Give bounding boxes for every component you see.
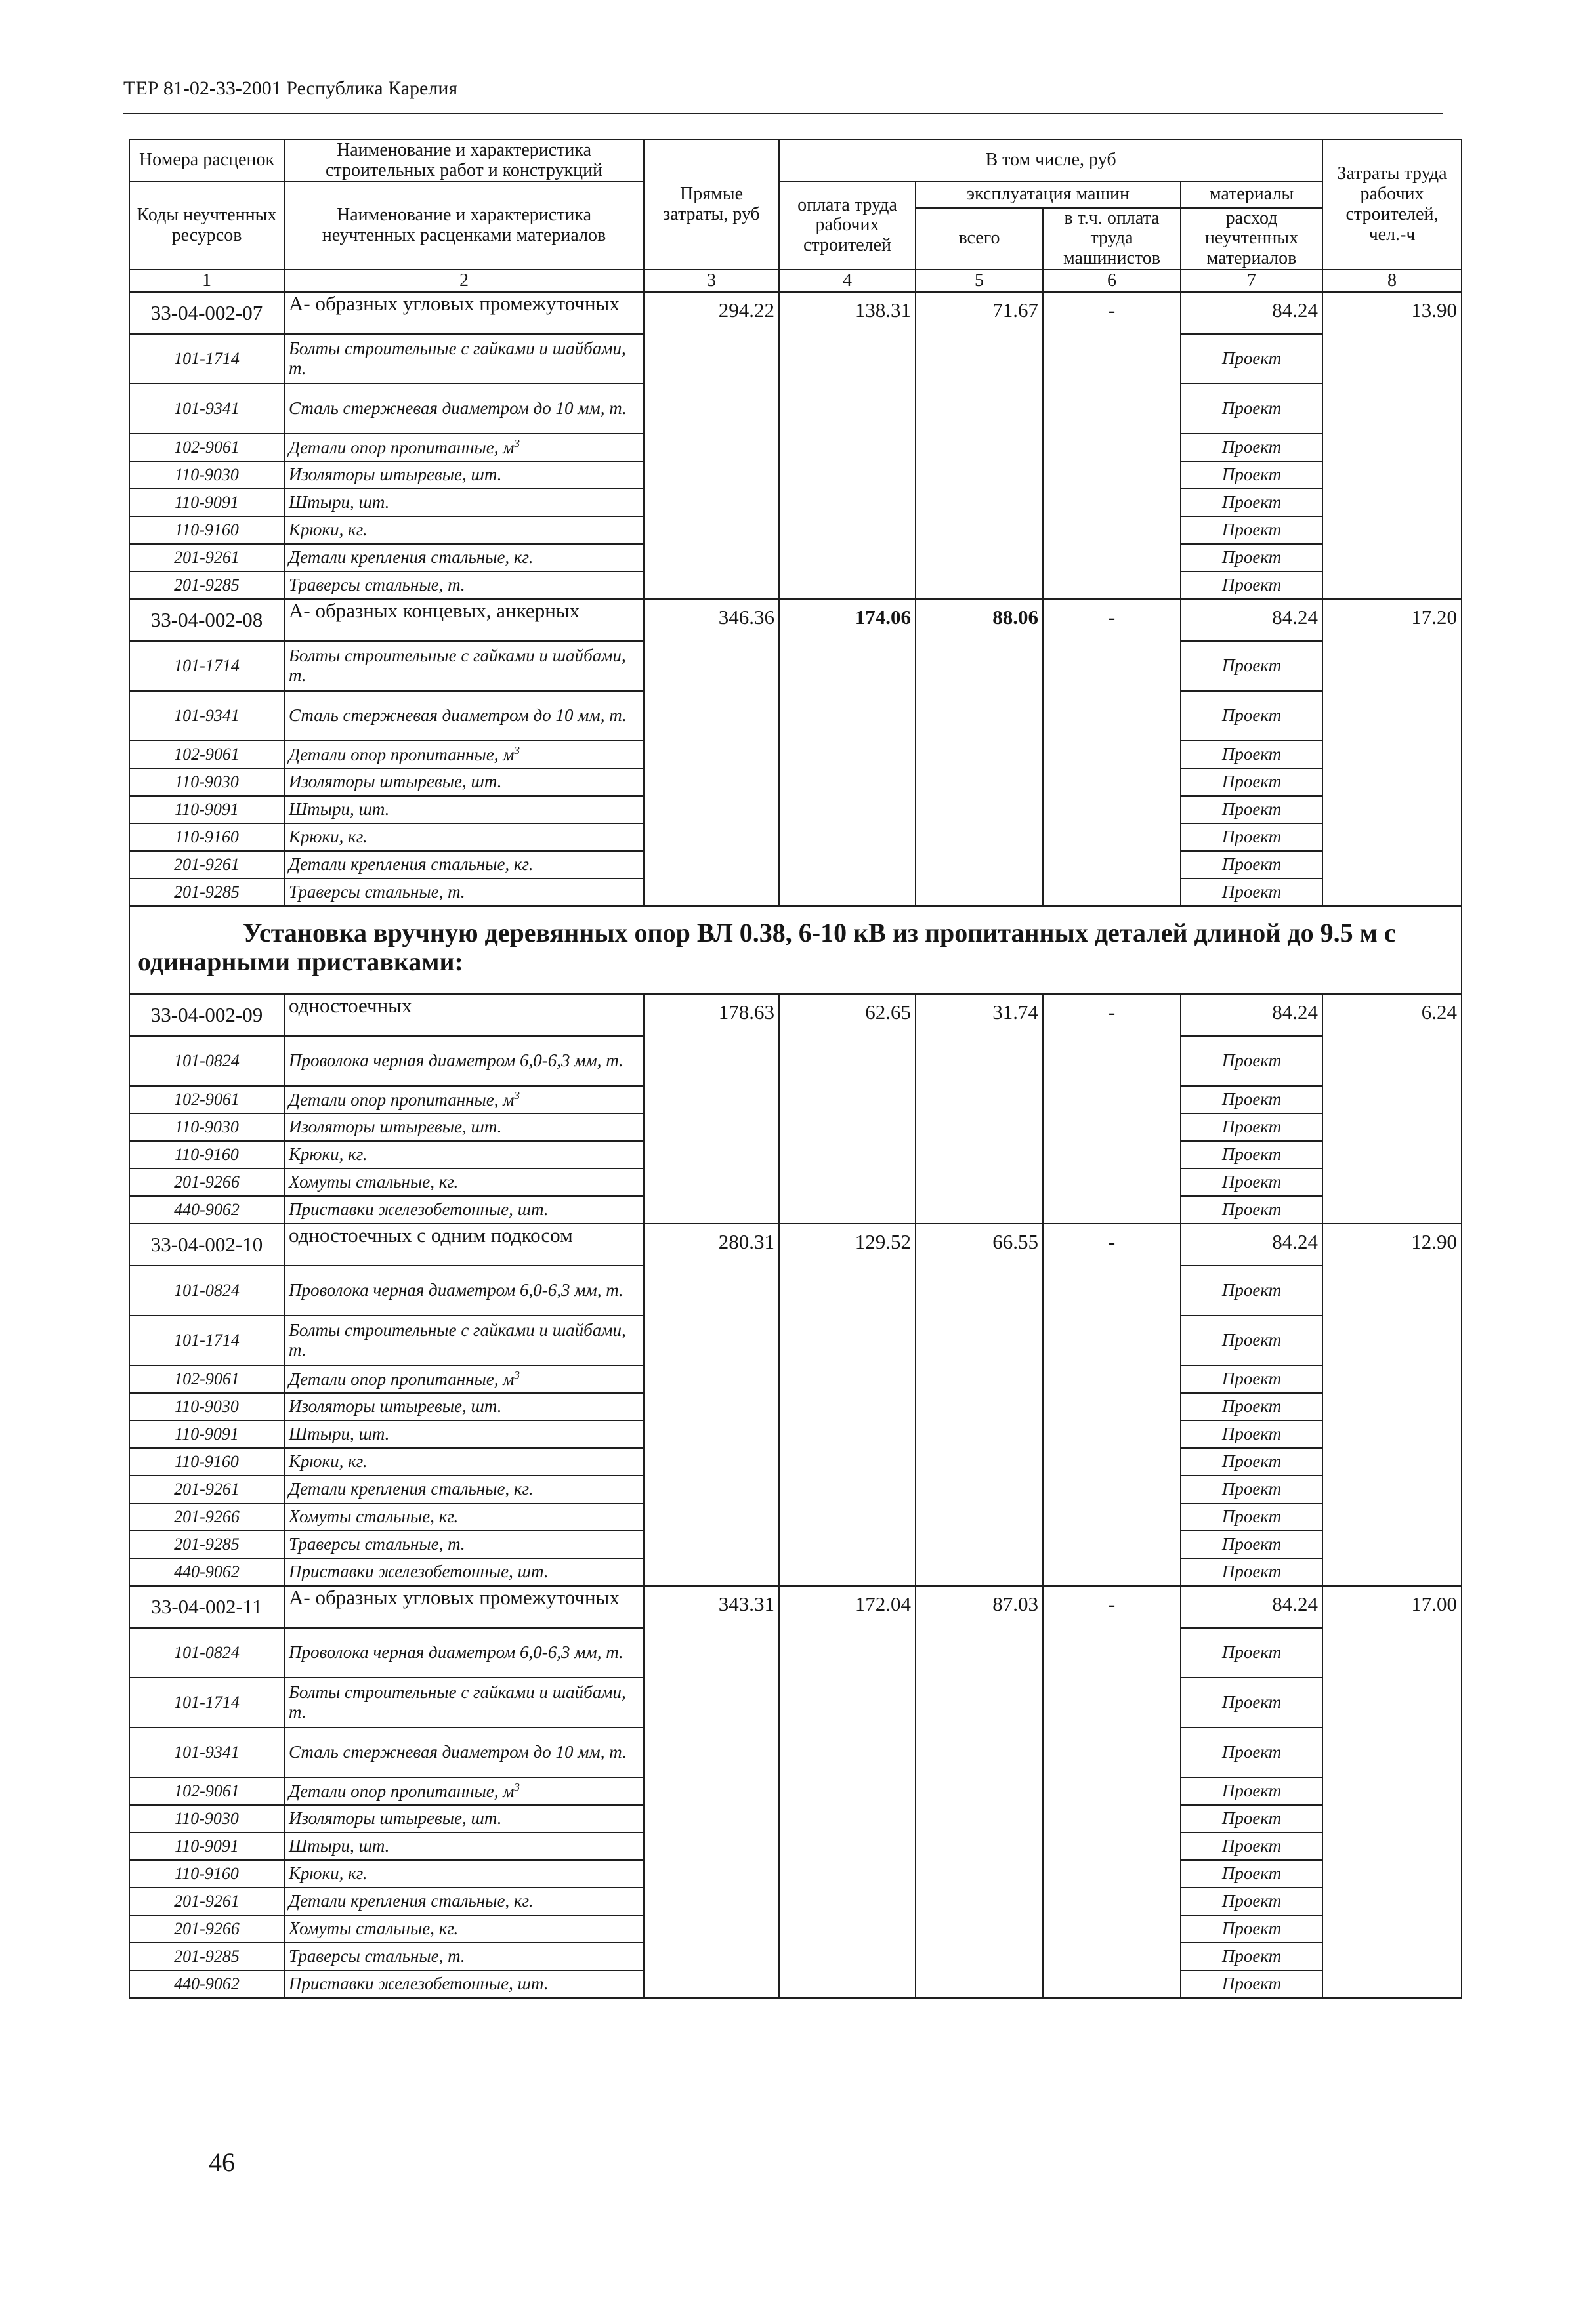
machines-total: 31.74 bbox=[916, 994, 1043, 1224]
material-expense: Проект bbox=[1181, 823, 1322, 851]
material-name-text: Крюки, кг. bbox=[289, 1144, 368, 1165]
material-expense: Проект bbox=[1181, 1421, 1322, 1448]
col-num-4: 4 bbox=[779, 270, 916, 292]
resource-code: 201-9285 bbox=[129, 1943, 284, 1970]
material-name bbox=[284, 1036, 644, 1086]
material-name bbox=[284, 1628, 644, 1678]
material-name-text: Приставки железобетонные, шт. bbox=[289, 1562, 549, 1582]
unit-superscript: 3 bbox=[514, 1368, 520, 1381]
resource-code: 110-9030 bbox=[129, 768, 284, 796]
material-name bbox=[284, 1393, 644, 1421]
table-row bbox=[129, 292, 1462, 334]
labor-pay: 138.31 bbox=[779, 292, 916, 599]
material-name-text: Крюки, кг. bbox=[289, 1451, 368, 1472]
material-expense: Проект bbox=[1181, 1316, 1322, 1365]
col-num-2: 2 bbox=[284, 270, 644, 292]
material-name-text: Хомуты стальные, кг. bbox=[289, 1506, 459, 1527]
material-name-text: Траверсы стальные, т. bbox=[289, 1946, 465, 1966]
table-body bbox=[129, 292, 1462, 1998]
material-name-text: Детали крепления стальные, кг. bbox=[289, 547, 534, 568]
resource-code: 101-9341 bbox=[129, 691, 284, 741]
material-name bbox=[284, 1141, 644, 1169]
resource-code: 110-9030 bbox=[129, 461, 284, 489]
material-name-text: Детали крепления стальные, кг. bbox=[289, 1891, 534, 1911]
price-table bbox=[129, 139, 1462, 1999]
section-title-text: Установка вручную деревянных опор ВЛ 0.38, 6-10 кВ из пропитанных деталей длиной до 9.5 м с одинарными приставками: bbox=[138, 917, 1396, 976]
table-row bbox=[129, 1224, 1462, 1266]
material-name bbox=[284, 1915, 644, 1943]
material-name bbox=[284, 1805, 644, 1833]
resource-code: 201-9285 bbox=[129, 879, 284, 906]
direct-cost: 343.31 bbox=[644, 1586, 779, 1998]
rate-name: А- образных угловых промежуточных bbox=[284, 1586, 644, 1628]
resource-code: 102-9061 bbox=[129, 1777, 284, 1805]
labor-cost: 17.20 bbox=[1322, 599, 1462, 906]
material-name bbox=[284, 1888, 644, 1915]
material-name-text: Сталь стержневая диаметром до 10 мм, т. bbox=[289, 705, 627, 726]
material-name bbox=[284, 1266, 644, 1316]
material-name-text: Болты строительные с гайками и шайбами, т. bbox=[289, 646, 626, 685]
resource-code: 440-9062 bbox=[129, 1970, 284, 1998]
col-num-6: 6 bbox=[1043, 270, 1181, 292]
material-name-text: Хомуты стальные, кг. bbox=[289, 1919, 459, 1939]
material-expense: Проект bbox=[1181, 1860, 1322, 1888]
rate-name: одностоечных с одним подкосом bbox=[284, 1224, 644, 1266]
material-name-text: Болты строительные с гайками и шайбами, т. bbox=[289, 1320, 626, 1359]
material-name bbox=[284, 489, 644, 516]
resource-code: 102-9061 bbox=[129, 434, 284, 461]
resource-code: 101-0824 bbox=[129, 1266, 284, 1316]
material-expense: Проект bbox=[1181, 1888, 1322, 1915]
material-name bbox=[284, 1970, 644, 1998]
labor-pay: 174.06 bbox=[779, 599, 916, 906]
material-name-text: Штыри, шт. bbox=[289, 1836, 390, 1856]
material-expense: Проект bbox=[1181, 796, 1322, 823]
labor-cost: 12.90 bbox=[1322, 1224, 1462, 1586]
rate-code: 33-04-002-08 bbox=[129, 599, 284, 641]
material-name-text: Болты строительные с гайками и шайбами, т. bbox=[289, 339, 626, 378]
resource-code: 110-9160 bbox=[129, 823, 284, 851]
section-title bbox=[129, 906, 1462, 994]
material-name-text: Детали опор пропитанные, м bbox=[289, 1781, 515, 1801]
material-name-text: Траверсы стальные, т. bbox=[289, 1534, 465, 1554]
col-machines: эксплуатация машин bbox=[916, 182, 1181, 208]
material-expense: Проект bbox=[1181, 434, 1322, 461]
machines-total: 88.06 bbox=[916, 599, 1043, 906]
material-name bbox=[284, 741, 644, 768]
col-num-5: 5 bbox=[916, 270, 1043, 292]
page-number: 46 bbox=[209, 2148, 235, 2177]
material-name bbox=[284, 1316, 644, 1365]
material-name-text: Изоляторы штыревые, шт. bbox=[289, 1808, 502, 1829]
material-expense: Проект bbox=[1181, 1141, 1322, 1169]
materials-cost: 84.24 bbox=[1181, 1586, 1322, 1628]
rate-code: 33-04-002-11 bbox=[129, 1586, 284, 1628]
material-name-text: Траверсы стальные, т. bbox=[289, 575, 465, 595]
resource-code: 102-9061 bbox=[129, 741, 284, 768]
resource-code: 101-1714 bbox=[129, 1316, 284, 1365]
material-name bbox=[284, 1678, 644, 1728]
table-row bbox=[129, 599, 1462, 641]
material-expense: Проект bbox=[1181, 1169, 1322, 1196]
material-expense: Проект bbox=[1181, 461, 1322, 489]
material-name bbox=[284, 384, 644, 434]
col-num-7: 7 bbox=[1181, 270, 1322, 292]
resource-code: 440-9062 bbox=[129, 1558, 284, 1586]
material-expense: Проект bbox=[1181, 1833, 1322, 1860]
material-name-text: Штыри, шт. bbox=[289, 1424, 390, 1444]
material-name-text: Изоляторы штыревые, шт. bbox=[289, 465, 502, 485]
col-labor-pay: оплата труда рабочих строителей bbox=[779, 182, 916, 270]
resource-code: 101-0824 bbox=[129, 1036, 284, 1086]
resource-code: 110-9160 bbox=[129, 516, 284, 544]
labor-cost: 6.24 bbox=[1322, 994, 1462, 1224]
col-incl: В том числе, руб bbox=[779, 140, 1322, 182]
material-expense: Проект bbox=[1181, 1943, 1322, 1970]
material-expense: Проект bbox=[1181, 1393, 1322, 1421]
resource-code: 110-9030 bbox=[129, 1805, 284, 1833]
col-mat-expense: расход неучтенных материалов bbox=[1181, 208, 1322, 270]
material-name bbox=[284, 1943, 644, 1970]
rate-code: 33-04-002-07 bbox=[129, 292, 284, 334]
material-expense: Проект bbox=[1181, 1196, 1322, 1224]
materials-cost: 84.24 bbox=[1181, 1224, 1322, 1266]
material-expense: Проект bbox=[1181, 384, 1322, 434]
material-name bbox=[284, 1558, 644, 1586]
section-row bbox=[129, 906, 1462, 994]
unit-superscript: 3 bbox=[514, 1089, 520, 1102]
machinist-pay: - bbox=[1043, 599, 1181, 906]
col-name-title: Наименование и характеристика строительных работ и конструкций bbox=[284, 140, 644, 182]
material-expense: Проект bbox=[1181, 544, 1322, 571]
rate-code: 33-04-002-09 bbox=[129, 994, 284, 1036]
unit-superscript: 3 bbox=[514, 436, 520, 449]
material-name-text: Штыри, шт. bbox=[289, 492, 390, 512]
materials-cost: 84.24 bbox=[1181, 994, 1322, 1036]
col-name-sub: Наименование и характеристика неучтенных расценками материалов bbox=[284, 182, 644, 270]
material-expense: Проект bbox=[1181, 1915, 1322, 1943]
col-mach-pay: в т.ч. оплата труда машинистов bbox=[1043, 208, 1181, 270]
material-name-text: Крюки, кг. bbox=[289, 520, 368, 540]
rate-name: одностоечных bbox=[284, 994, 644, 1036]
material-expense: Проект bbox=[1181, 879, 1322, 906]
material-name bbox=[284, 1531, 644, 1558]
resource-code: 101-1714 bbox=[129, 641, 284, 691]
col-mach-total: всего bbox=[916, 208, 1043, 270]
material-expense: Проект bbox=[1181, 1365, 1322, 1393]
material-expense: Проект bbox=[1181, 334, 1322, 384]
material-name-text: Изоляторы штыревые, шт. bbox=[289, 772, 502, 792]
material-expense: Проект bbox=[1181, 1503, 1322, 1531]
machinist-pay: - bbox=[1043, 1224, 1181, 1586]
material-name bbox=[284, 768, 644, 796]
material-name bbox=[284, 1421, 644, 1448]
material-expense: Проект bbox=[1181, 741, 1322, 768]
resource-code: 102-9061 bbox=[129, 1086, 284, 1113]
material-expense: Проект bbox=[1181, 571, 1322, 599]
material-name bbox=[284, 1777, 644, 1805]
resource-code: 110-9160 bbox=[129, 1448, 284, 1476]
material-expense: Проект bbox=[1181, 1970, 1322, 1998]
resource-code: 201-9261 bbox=[129, 1888, 284, 1915]
material-name-text: Штыри, шт. bbox=[289, 799, 390, 820]
material-name bbox=[284, 1169, 644, 1196]
labor-cost: 13.90 bbox=[1322, 292, 1462, 599]
material-name-text: Болты строительные с гайками и шайбами, т. bbox=[289, 1682, 626, 1722]
material-expense: Проект bbox=[1181, 1448, 1322, 1476]
material-name-text: Проволока черная диаметром 6,0-6,3 мм, т. bbox=[289, 1050, 623, 1071]
material-name-text: Крюки, кг. bbox=[289, 1863, 368, 1884]
labor-pay: 172.04 bbox=[779, 1586, 916, 1998]
material-name bbox=[284, 1476, 644, 1503]
resource-code: 201-9261 bbox=[129, 1476, 284, 1503]
col-codes-title: Коды неучтенных ресурсов bbox=[129, 182, 284, 270]
machines-total: 87.03 bbox=[916, 1586, 1043, 1998]
material-name bbox=[284, 334, 644, 384]
resource-code: 201-9266 bbox=[129, 1503, 284, 1531]
rate-name: А- образных угловых промежуточных bbox=[284, 292, 644, 334]
material-name-text: Детали опор пропитанные, м bbox=[289, 1089, 515, 1110]
material-name bbox=[284, 1365, 644, 1393]
resource-code: 201-9261 bbox=[129, 544, 284, 571]
unit-superscript: 3 bbox=[514, 1780, 520, 1793]
material-name-text: Проволока черная диаметром 6,0-6,3 мм, т. bbox=[289, 1642, 623, 1663]
resource-code: 101-9341 bbox=[129, 1728, 284, 1777]
material-name-text: Хомуты стальные, кг. bbox=[289, 1172, 459, 1192]
rate-code: 33-04-002-10 bbox=[129, 1224, 284, 1266]
materials-cost: 84.24 bbox=[1181, 292, 1322, 334]
material-name bbox=[284, 691, 644, 741]
material-name-text: Изоляторы штыревые, шт. bbox=[289, 1396, 502, 1417]
material-name bbox=[284, 851, 644, 879]
direct-cost: 346.36 bbox=[644, 599, 779, 906]
material-expense: Проект bbox=[1181, 1728, 1322, 1777]
material-expense: Проект bbox=[1181, 1558, 1322, 1586]
resource-code: 440-9062 bbox=[129, 1196, 284, 1224]
material-name bbox=[284, 1503, 644, 1531]
material-name bbox=[284, 823, 644, 851]
material-name-text: Изоляторы штыревые, шт. bbox=[289, 1117, 502, 1137]
labor-pay: 62.65 bbox=[779, 994, 916, 1224]
material-name-text: Детали крепления стальные, кг. bbox=[289, 854, 534, 875]
resource-code: 201-9266 bbox=[129, 1169, 284, 1196]
material-name-text: Приставки железобетонные, шт. bbox=[289, 1974, 549, 1994]
col-num-1: 1 bbox=[129, 270, 284, 292]
table-header bbox=[129, 140, 1462, 292]
material-name bbox=[284, 796, 644, 823]
resource-code: 102-9061 bbox=[129, 1365, 284, 1393]
material-expense: Проект bbox=[1181, 851, 1322, 879]
material-name bbox=[284, 1086, 644, 1113]
material-expense: Проект bbox=[1181, 1805, 1322, 1833]
material-name bbox=[284, 1728, 644, 1777]
resource-code: 101-1714 bbox=[129, 1678, 284, 1728]
material-name-text: Сталь стержневая диаметром до 10 мм, т. bbox=[289, 398, 627, 419]
material-name bbox=[284, 434, 644, 461]
material-expense: Проект bbox=[1181, 1086, 1322, 1113]
resource-code: 201-9285 bbox=[129, 571, 284, 599]
rate-name: А- образных концевых, анкерных bbox=[284, 599, 644, 641]
material-name-text: Детали крепления стальные, кг. bbox=[289, 1479, 534, 1499]
resource-code: 110-9091 bbox=[129, 489, 284, 516]
unit-superscript: 3 bbox=[514, 743, 520, 757]
direct-cost: 294.22 bbox=[644, 292, 779, 599]
material-name-text: Детали опор пропитанные, м bbox=[289, 1369, 515, 1389]
material-expense: Проект bbox=[1181, 1628, 1322, 1678]
resource-code: 110-9091 bbox=[129, 796, 284, 823]
material-name bbox=[284, 516, 644, 544]
material-expense: Проект bbox=[1181, 1531, 1322, 1558]
labor-cost: 17.00 bbox=[1322, 1586, 1462, 1998]
material-name bbox=[284, 1196, 644, 1224]
table-row bbox=[129, 994, 1462, 1036]
materials-cost: 84.24 bbox=[1181, 599, 1322, 641]
material-expense: Проект bbox=[1181, 489, 1322, 516]
material-name bbox=[284, 461, 644, 489]
col-direct: Прямые затраты, руб bbox=[644, 140, 779, 270]
material-name bbox=[284, 879, 644, 906]
resource-code: 201-9266 bbox=[129, 1915, 284, 1943]
resource-code: 110-9030 bbox=[129, 1113, 284, 1141]
resource-code: 101-9341 bbox=[129, 384, 284, 434]
material-expense: Проект bbox=[1181, 1036, 1322, 1086]
material-name-text: Детали опор пропитанные, м bbox=[289, 744, 515, 764]
material-expense: Проект bbox=[1181, 641, 1322, 691]
machines-total: 71.67 bbox=[916, 292, 1043, 599]
material-expense: Проект bbox=[1181, 1678, 1322, 1728]
material-name bbox=[284, 641, 644, 691]
machinist-pay: - bbox=[1043, 994, 1181, 1224]
machines-total: 66.55 bbox=[916, 1224, 1043, 1586]
material-expense: Проект bbox=[1181, 516, 1322, 544]
resource-code: 110-9160 bbox=[129, 1860, 284, 1888]
resource-code: 110-9030 bbox=[129, 1393, 284, 1421]
col-num-3: 3 bbox=[644, 270, 779, 292]
material-name bbox=[284, 1448, 644, 1476]
material-name-text: Приставки железобетонные, шт. bbox=[289, 1199, 549, 1220]
direct-cost: 178.63 bbox=[644, 994, 779, 1224]
col-labor-cost: Затраты труда рабочих строителей, чел.-ч bbox=[1322, 140, 1462, 270]
resource-code: 201-9261 bbox=[129, 851, 284, 879]
col-num-8: 8 bbox=[1322, 270, 1462, 292]
resource-code: 101-0824 bbox=[129, 1628, 284, 1678]
resource-code: 110-9160 bbox=[129, 1141, 284, 1169]
machinist-pay: - bbox=[1043, 292, 1181, 599]
labor-pay: 129.52 bbox=[779, 1224, 916, 1586]
material-expense: Проект bbox=[1181, 768, 1322, 796]
document-header: ТЕР 81-02-33-2001 Республика Карелия bbox=[123, 77, 458, 99]
col-nums-title: Номера расценок bbox=[129, 140, 284, 182]
resource-code: 110-9091 bbox=[129, 1833, 284, 1860]
header-rule bbox=[123, 113, 1443, 114]
resource-code: 201-9285 bbox=[129, 1531, 284, 1558]
material-name-text: Проволока черная диаметром 6,0-6,3 мм, т. bbox=[289, 1280, 623, 1300]
material-name bbox=[284, 571, 644, 599]
material-name-text: Траверсы стальные, т. bbox=[289, 882, 465, 902]
resource-code: 101-1714 bbox=[129, 334, 284, 384]
material-expense: Проект bbox=[1181, 1777, 1322, 1805]
material-name-text: Сталь стержневая диаметром до 10 мм, т. bbox=[289, 1742, 627, 1762]
material-expense: Проект bbox=[1181, 1266, 1322, 1316]
col-materials: материалы bbox=[1181, 182, 1322, 208]
table-row bbox=[129, 1586, 1462, 1628]
resource-code: 110-9091 bbox=[129, 1421, 284, 1448]
direct-cost: 280.31 bbox=[644, 1224, 779, 1586]
material-name bbox=[284, 544, 644, 571]
material-name-text: Крюки, кг. bbox=[289, 827, 368, 847]
machinist-pay: - bbox=[1043, 1586, 1181, 1998]
material-expense: Проект bbox=[1181, 691, 1322, 741]
material-expense: Проект bbox=[1181, 1113, 1322, 1141]
material-expense: Проект bbox=[1181, 1476, 1322, 1503]
material-name bbox=[284, 1860, 644, 1888]
material-name bbox=[284, 1833, 644, 1860]
material-name-text: Детали опор пропитанные, м bbox=[289, 437, 515, 457]
material-name bbox=[284, 1113, 644, 1141]
